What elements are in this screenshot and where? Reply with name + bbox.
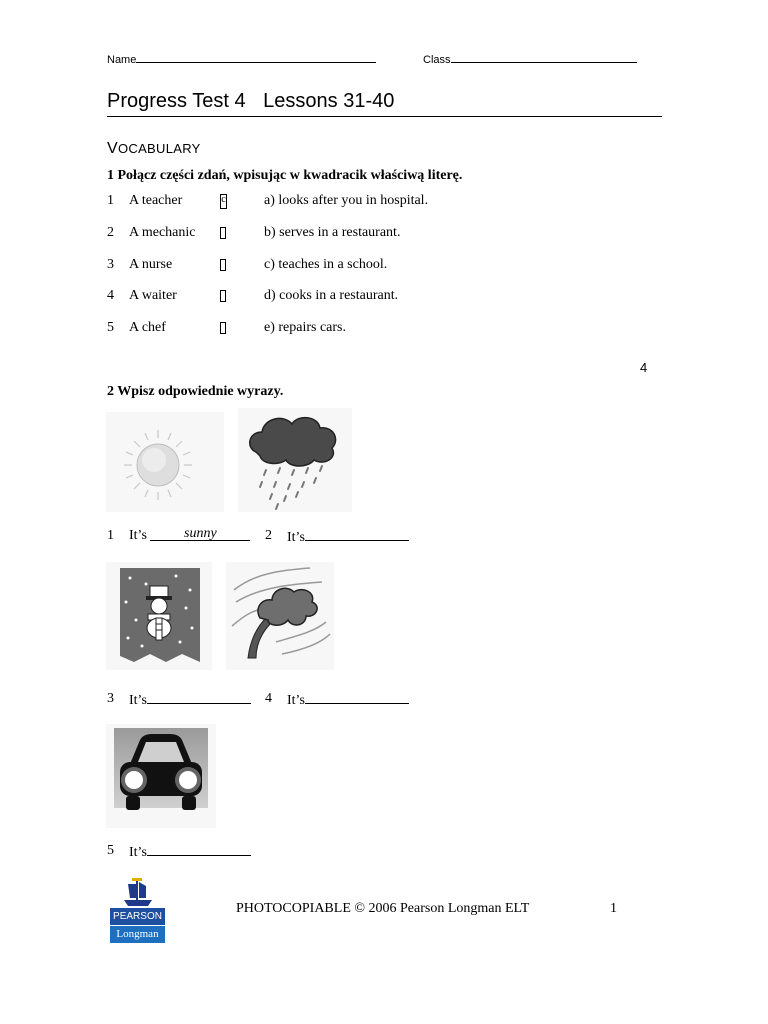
item-number: 5 <box>107 843 114 858</box>
exercise1-instruction: 1 Połącz części zdań, wpisując w kwadracik właściwą literę. <box>107 168 463 183</box>
answer-blank[interactable] <box>150 528 250 541</box>
title-lessons: Lessons 31-40 <box>263 90 395 112</box>
copyright-notice: PHOTOCOPIABLE © 2006 Pearson Longman ELT <box>236 901 530 916</box>
item-prefix: It’s <box>287 693 305 708</box>
row-label: A teacher <box>129 193 183 208</box>
fill-item <box>265 528 305 546</box>
match-row <box>107 288 507 306</box>
item-number: 1 <box>107 528 114 543</box>
answer-box[interactable] <box>220 259 226 271</box>
row-number: 1 <box>107 193 114 208</box>
row-label: A waiter <box>129 288 177 303</box>
match-row <box>107 257 507 275</box>
row-label: A nurse <box>129 257 173 272</box>
title-main: Progress Test 4 <box>107 90 246 112</box>
row-number: 5 <box>107 320 114 335</box>
item-prefix: It’s <box>129 528 147 543</box>
row-definition: a) looks after you in hospital. <box>264 193 429 208</box>
answer-text: sunny <box>184 526 217 541</box>
row-number: 2 <box>107 225 114 240</box>
class-field <box>423 52 637 66</box>
pearson-longman-logo <box>110 878 165 944</box>
fill-item <box>107 526 217 546</box>
item-number: 2 <box>265 528 272 543</box>
answer-box[interactable]: c <box>220 194 227 209</box>
item-sentence <box>129 528 250 544</box>
name-blank <box>136 52 376 63</box>
foggy-car-icon <box>106 724 216 828</box>
answer-blank[interactable] <box>305 691 409 704</box>
rain-cloud-icon <box>238 408 352 512</box>
section-heading-rest: OCABULARY <box>117 141 201 156</box>
row-definition: d) cooks in a restaurant. <box>264 288 399 303</box>
item-sentence <box>129 691 251 709</box>
item-number: 3 <box>107 691 114 706</box>
row-definition: e) repairs cars. <box>264 320 347 335</box>
ship-icon <box>110 878 165 908</box>
item-prefix: It’s <box>129 693 147 708</box>
class-label: Class <box>423 54 451 66</box>
answer-blank[interactable] <box>147 691 251 704</box>
class-blank <box>451 52 637 63</box>
fill-item <box>107 843 147 861</box>
item-sentence <box>287 528 409 546</box>
sun-icon <box>106 412 224 512</box>
match-row <box>107 320 507 338</box>
row-label: A chef <box>129 320 166 335</box>
item-number: 4 <box>265 691 272 706</box>
item-prefix: It’s <box>129 845 147 860</box>
answer-blank[interactable] <box>147 843 251 856</box>
answer-box[interactable] <box>220 322 226 334</box>
section-heading-initial: V <box>107 140 118 157</box>
exercise2-instruction: 2 Wpisz odpowiednie wyrazy. <box>107 384 284 399</box>
logo-pearson: PEARSON <box>110 908 165 925</box>
item-sentence <box>287 691 409 709</box>
page-title <box>107 90 662 117</box>
windy-tree-icon <box>226 562 334 670</box>
answer-box[interactable] <box>220 227 226 239</box>
page-number: 1 <box>610 901 617 916</box>
item-sentence <box>129 843 251 861</box>
row-definition: b) serves in a restaurant. <box>264 225 401 240</box>
row-label: A mechanic <box>129 225 196 240</box>
name-label: Name <box>107 54 137 66</box>
answer-box[interactable] <box>220 290 226 302</box>
match-row <box>107 193 507 211</box>
row-definition: c) teaches in a school. <box>264 257 388 272</box>
logo-longman: Longman <box>110 926 165 943</box>
row-number: 4 <box>107 288 114 303</box>
item-prefix: It’s <box>287 530 305 545</box>
fill-item <box>265 691 305 709</box>
name-field <box>107 52 376 66</box>
score-total: 4 <box>640 360 648 375</box>
row-number: 3 <box>107 257 114 272</box>
snowman-icon <box>106 562 212 670</box>
fill-item <box>107 691 147 709</box>
section-heading <box>107 140 201 158</box>
answer-blank[interactable] <box>305 528 409 541</box>
match-row <box>107 225 507 243</box>
